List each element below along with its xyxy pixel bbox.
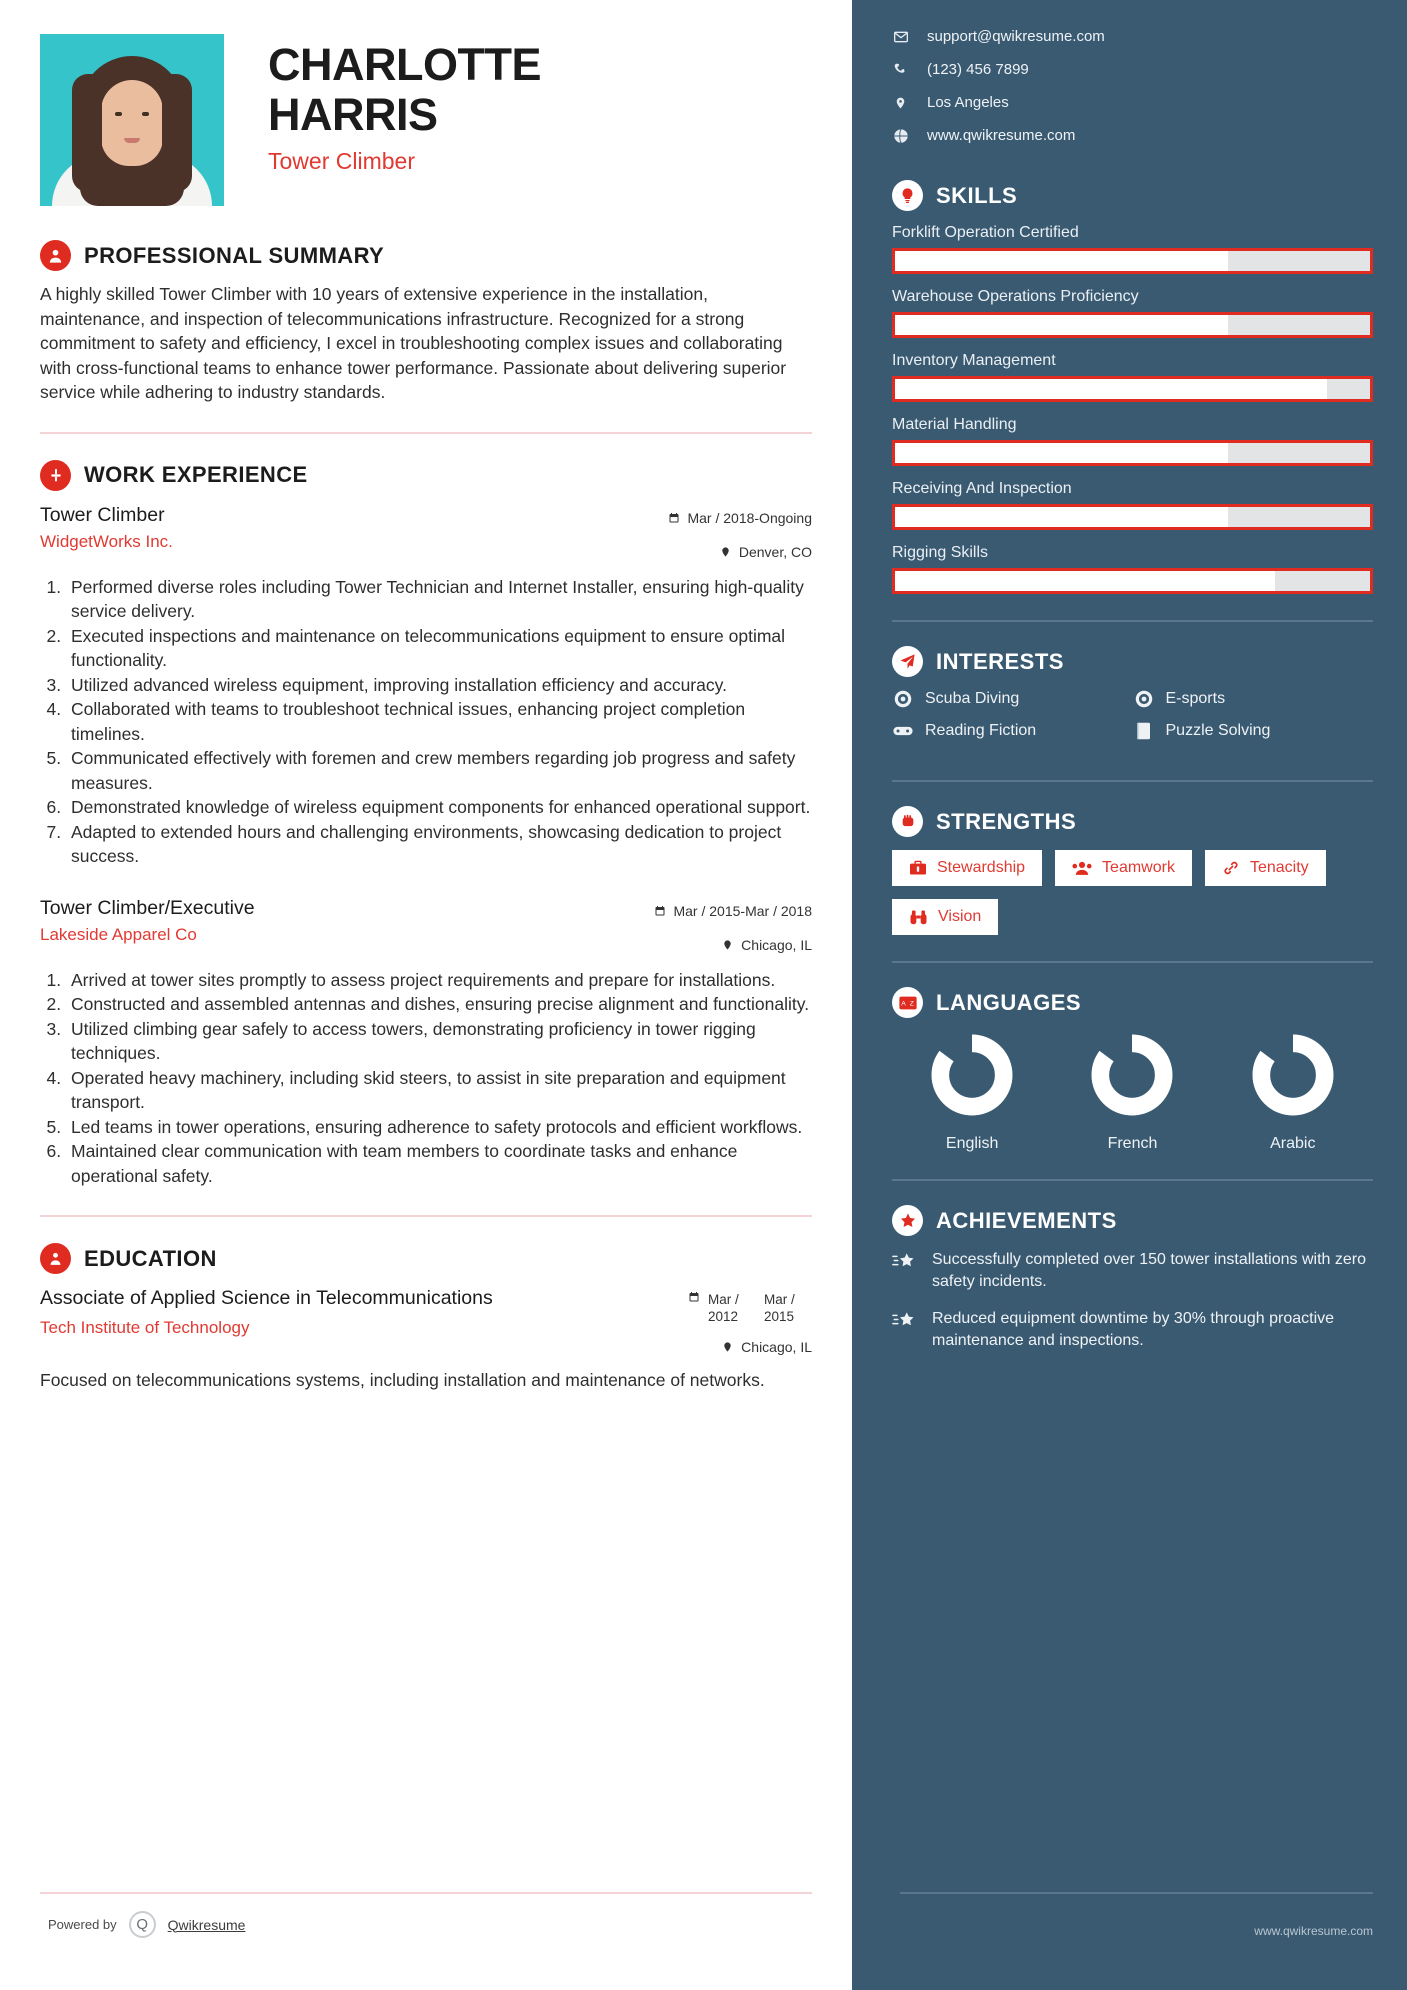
job-location: Denver, CO [622,540,812,564]
list-item: 3. Utilized climbing gear safely to access towers, demonstrating proficiency in tower rigging techniques. [66,1017,812,1066]
link-icon [1222,860,1240,876]
contact-section [892,28,1373,144]
binoculars-icon [909,909,928,925]
skill-label: Warehouse Operations Proficiency [892,288,1139,305]
list-item: 6. Demonstrated knowledge of wireless equipment components for enhanced operational support. [66,795,812,820]
languages-section-header [892,987,1373,1018]
strength-chip: Vision [892,899,998,935]
qwikresume-link[interactable]: Qwikresume [167,1916,246,1933]
calendar-icon [653,905,666,917]
job-role: Tower Climber [40,503,165,526]
job-dates: Mar / 2015-Mar / 2018 [622,899,812,923]
divider [892,620,1373,622]
first-name: CHARLOTTE [268,39,541,90]
users-icon [1072,860,1092,876]
right-footer [900,1892,1373,1938]
job-title: Tower Climber [268,148,415,174]
education-date-end: Mar / 2015 [764,1292,795,1324]
shooting-star-icon [892,1249,918,1293]
divider [40,432,812,434]
job-entry [40,502,812,869]
education-description: Focused on telecommunications systems, including installation and maintenance of networks. [40,1370,765,1390]
job-dates: Mar / 2018-Ongoing [622,506,812,530]
strength-chip: Teamwork [1055,850,1192,886]
language-item [1088,1031,1176,1153]
map-pin-icon [721,1341,734,1353]
skill-bar-fill [895,251,1228,271]
resume-header [40,34,812,206]
list-item: 6. Maintained clear communication with team members to coordinate tasks and enhance operational safety. [66,1139,812,1188]
language-donut-chart [1088,1031,1176,1119]
list-item: 4. Operated heavy machinery, including skid steers, to assist in site preparation and equipment transport. [66,1066,812,1115]
achievement-item: Reduced equipment downtime by 30% through proactive maintenance and inspections. [892,1308,1373,1352]
calendar-icon [687,1291,700,1303]
star-badge-icon [892,1205,923,1236]
interest-item: Puzzle Solving [1133,722,1374,740]
skills-section [892,180,1373,594]
strengths-section [892,806,1373,935]
svg-text:Z: Z [909,1000,914,1008]
briefcase-icon [909,860,927,876]
phone-icon [892,62,909,77]
book-icon [1133,722,1155,740]
divider [892,780,1373,782]
avatar [40,34,224,206]
interest-item: Reading Fiction [892,722,1133,740]
work-experience-section-header [40,460,812,491]
contact-phone[interactable]: (123) 456 7899 [892,61,1373,78]
skill-bar [892,248,1373,274]
language-label: English [945,1135,999,1152]
map-pin-icon [721,939,734,951]
shooting-star-icon [892,1308,918,1352]
list-item: 7. Adapted to extended hours and challenging environments, showcasing dedication to project success. [66,820,812,869]
languages-title: LANGUAGES [936,989,1082,1015]
education-section-header [40,1243,812,1274]
contact-website[interactable]: www.qwikresume.com [892,127,1373,144]
interests-title: INTERESTS [936,648,1064,674]
contact-location: Los Angeles [892,94,1373,111]
education-section [40,1243,812,1393]
strength-chip: Tenacity [1205,850,1326,886]
education-dates [612,1291,812,1325]
education-title: EDUCATION [84,1245,217,1271]
languages-section [892,987,1373,1153]
strengths-section-header [892,806,1373,837]
powered-by-label: Powered by [48,1917,117,1932]
language-item [1249,1031,1337,1153]
graduation-icon [40,1243,71,1274]
footer-url: www.qwikresume.com [1254,1924,1373,1938]
last-name: HARRIS [268,89,438,140]
skill-bar-fill [895,507,1228,527]
skills-title: SKILLS [936,182,1018,208]
job-role: Tower Climber/Executive [40,896,255,919]
interests-section [892,646,1373,754]
right-sidebar [852,0,1407,1990]
fist-icon [892,806,923,837]
achievements-section [892,1205,1373,1352]
skill-row [892,288,1373,338]
lightbulb-icon [892,180,923,211]
list-item: 5. Led teams in tower operations, ensuring adherence to safety protocols and efficient workflows. [66,1115,812,1140]
interests-section-header [892,646,1373,677]
divider [892,1179,1373,1181]
paper-plane-icon [892,646,923,677]
interest-item: Scuba Diving [892,690,1133,708]
skill-row [892,480,1373,530]
job-location: Chicago, IL [622,933,812,957]
envelope-icon [892,29,909,45]
skill-bar-fill [895,571,1275,591]
list-item: 2. Executed inspections and maintenance on telecommunications equipment to ensure optimal functionality. [66,624,812,673]
skill-bar-fill [895,443,1228,463]
skill-bar [892,568,1373,594]
education-location: Chicago, IL [612,1335,812,1359]
list-item: 1. Arrived at tower sites promptly to assess project requirements and prepare for installations. [66,968,812,993]
skill-label: Inventory Management [892,352,1056,369]
skills-section-header [892,180,1373,211]
achievement-item: Successfully completed over 150 tower installations with zero safety incidents. [892,1249,1373,1293]
skill-bar-fill [895,315,1228,335]
language-item [928,1031,1016,1153]
skill-row [892,224,1373,274]
map-pin-icon [719,546,732,558]
divider [40,1215,812,1217]
skill-label: Rigging Skills [892,544,989,561]
user-circle-icon [40,240,71,271]
skill-bar [892,312,1373,338]
work-experience-title: WORK EXPERIENCE [84,462,308,487]
strengths-title: STRENGTHS [936,808,1077,834]
tower-icon [40,460,71,491]
list-item: 3. Utilized advanced wireless equipment, improving installation efficiency and accuracy. [66,673,812,698]
lifebuoy-icon [1133,690,1155,708]
skill-row [892,352,1373,402]
svg-text:A: A [900,1000,906,1008]
education-degree: Associate of Applied Science in Telecommunications [40,1287,493,1309]
left-footer [40,1892,812,1938]
job-bullets [66,968,812,1189]
skill-bar [892,376,1373,402]
list-item: 5. Communicated effectively with foremen and crew members regarding job progress and safety measures. [66,746,812,795]
education-date-start: Mar / 2012 [708,1292,739,1324]
job-bullets [66,575,812,869]
list-item: 1. Performed diverse roles including Tower Technician and Internet Installer, ensuring high-quality service delivery. [66,575,812,624]
language-donut-chart [928,1031,1016,1119]
skill-bar-fill [895,379,1327,399]
lifebuoy-icon [892,690,914,708]
summary-text: A highly skilled Tower Climber with 10 years of extensive experience in the installation, maintenance, and inspection of telecommunications infrastructure. Recognized for a strong commitment to safety and efficiency, I excel in troubleshooting complex issues and collaborating with cross-functional teams to enhance tower performance. Passionate about delivering superior service while adhering to industry standards. [40,284,787,402]
globe-icon [892,128,909,144]
qwikresume-logo-icon: Q [129,1911,156,1938]
translate-icon [892,987,923,1018]
skill-label: Material Handling [892,416,1017,433]
achievements-title: ACHIEVEMENTS [936,1207,1117,1233]
skill-row [892,416,1373,466]
job-company: WidgetWorks Inc. [40,531,173,551]
work-experience-section [40,460,812,1189]
achievements-section-header [892,1205,1373,1236]
interest-item: E-sports [1133,690,1374,708]
strength-chip: Stewardship [892,850,1042,886]
list-item: 4. Collaborated with teams to troubleshoot technical issues, enhancing project completion timelines. [66,697,812,746]
language-label: Arabic [1270,1135,1316,1152]
education-school: Tech Institute of Technology [40,1318,250,1337]
map-pin-icon [892,95,909,111]
list-item: 2. Constructed and assembled antennas and dishes, ensuring precise alignment and functionality. [66,992,812,1017]
job-company: Lakeside Apparel Co [40,924,197,944]
skill-label: Forklift Operation Certified [892,224,1079,241]
summary-section [40,240,812,405]
contact-email[interactable]: support@qwikresume.com [892,28,1373,45]
skill-bar [892,504,1373,530]
gamepad-icon [892,724,914,738]
job-entry [40,895,812,1189]
name-block [268,34,541,175]
skill-label: Receiving And Inspection [892,480,1072,497]
summary-section-header [40,240,812,271]
divider [892,961,1373,963]
summary-title: PROFESSIONAL SUMMARY [84,242,385,268]
language-donut-chart [1249,1031,1337,1119]
calendar-icon [667,512,680,524]
language-label: French [1107,1135,1158,1152]
skill-row [892,544,1373,594]
skill-bar [892,440,1373,466]
